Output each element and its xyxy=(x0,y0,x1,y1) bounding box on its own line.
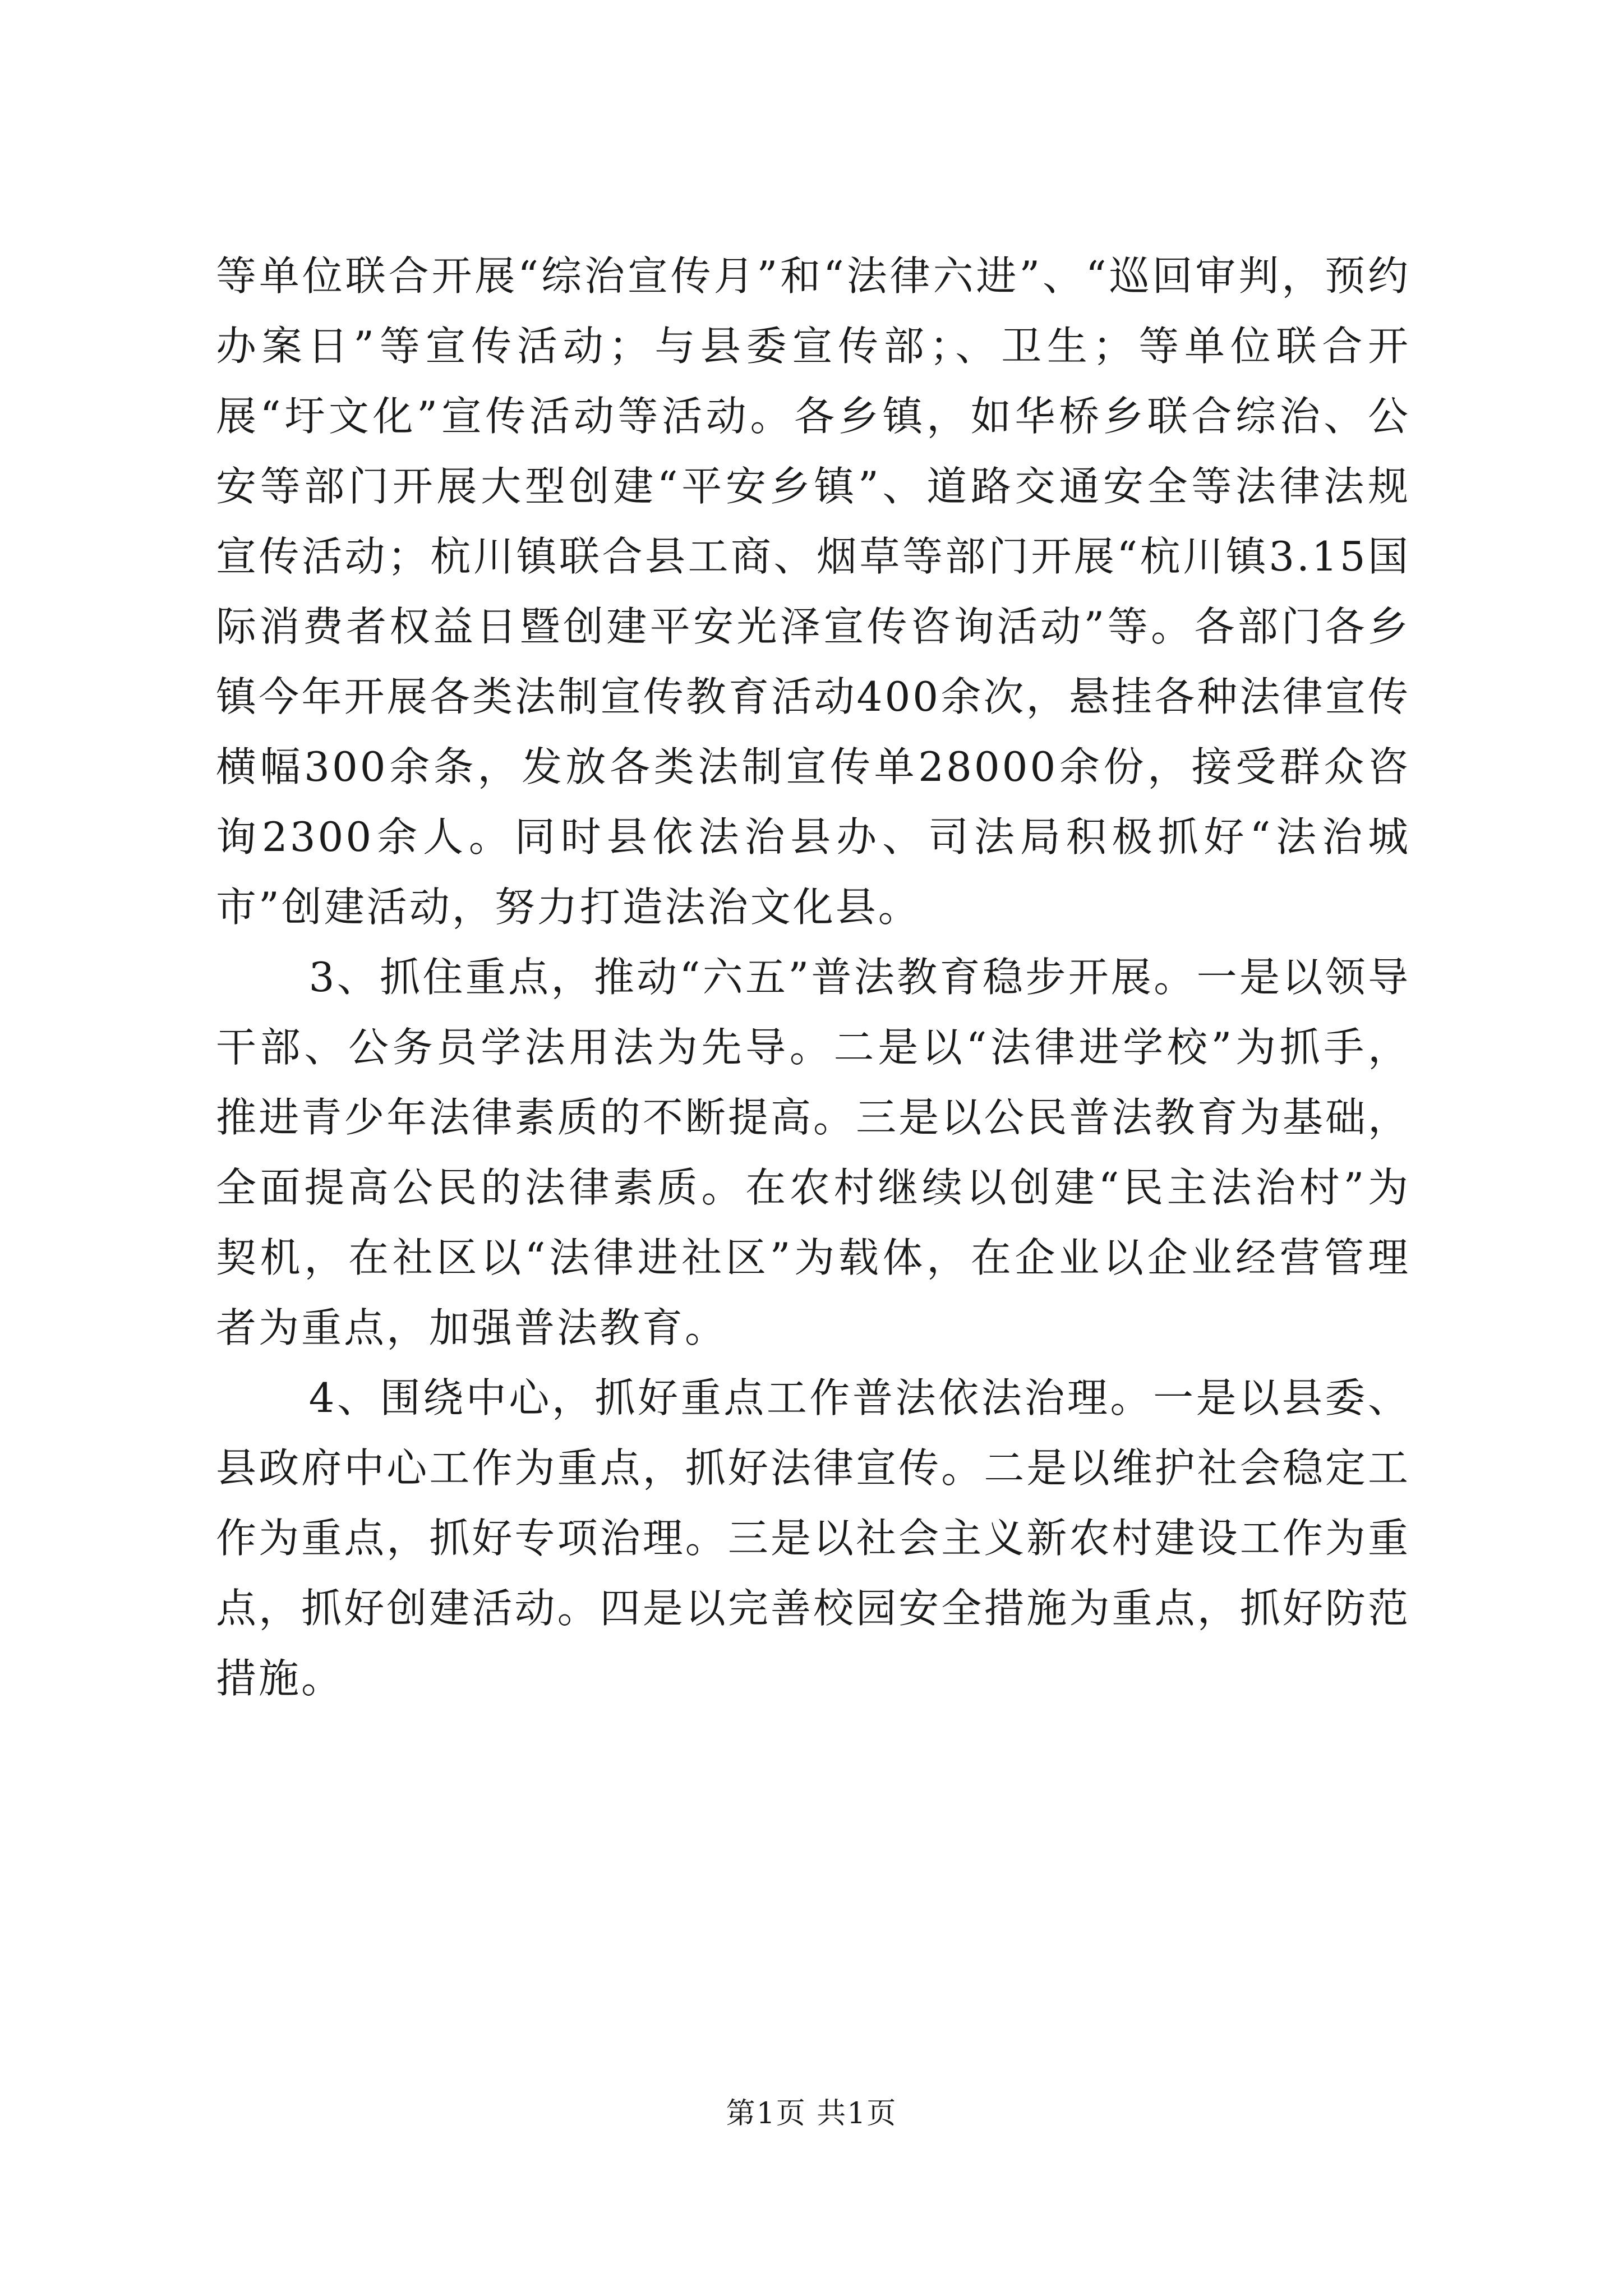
paragraph-continuation: 等单位联合开展“综治宣传月”和“法律六进”、“巡回审判，预约办案日”等宣传活动；与县委宣传部；、卫生；等单位联合开展“圩文化”宣传活动等活动。各乡镇，如华桥乡联合综治、公安等部门开展大型创建“平安乡镇”、道路交通安全等法律法规宣传活动；杭川镇联合县工商、烟草等部门开展“杭川镇3.15国际消费者权益日暨创建平安光泽宣传咨询活动”等。各部门各乡镇今年开展各类法制宣传教育活动400余次，悬挂各种法律宣传横幅300余条，发放各类法制宣传单28000余份，接受群众咨询2300余人。同时县依法治县办、司法局积极抓好“法治城市”创建活动，努力打造法治文化县。 xyxy=(216,252,1410,931)
document-body xyxy=(216,241,1410,1714)
page-footer: 第1页 共1页 xyxy=(726,2097,897,2131)
paragraph-item-4: 4、围绕中心，抓好重点工作普法依法治理。一是以县委、县政府中心工作为重点，抓好法律宣传。二是以维护社会稳定工作为重点，抓好专项治理。三是以社会主义新农村建设工作为重点，抓好创建活动。四是以完善校园安全措施为重点，抓好防范措施。 xyxy=(216,1374,1410,1702)
paragraph-item-3: 3、抓住重点，推动“六五”普法教育稳步开展。一是以领导干部、公务员学法用法为先导。二是以“法律进学校”为抓手，推进青少年法律素质的不断提高。三是以公民普法教育为基础，全面提高公民的法律素质。在农村继续以创建“民主法治村”为契机，在社区以“法律进社区”为载体，在企业以企业经营管理者为重点，加强普法教育。 xyxy=(216,954,1410,1351)
